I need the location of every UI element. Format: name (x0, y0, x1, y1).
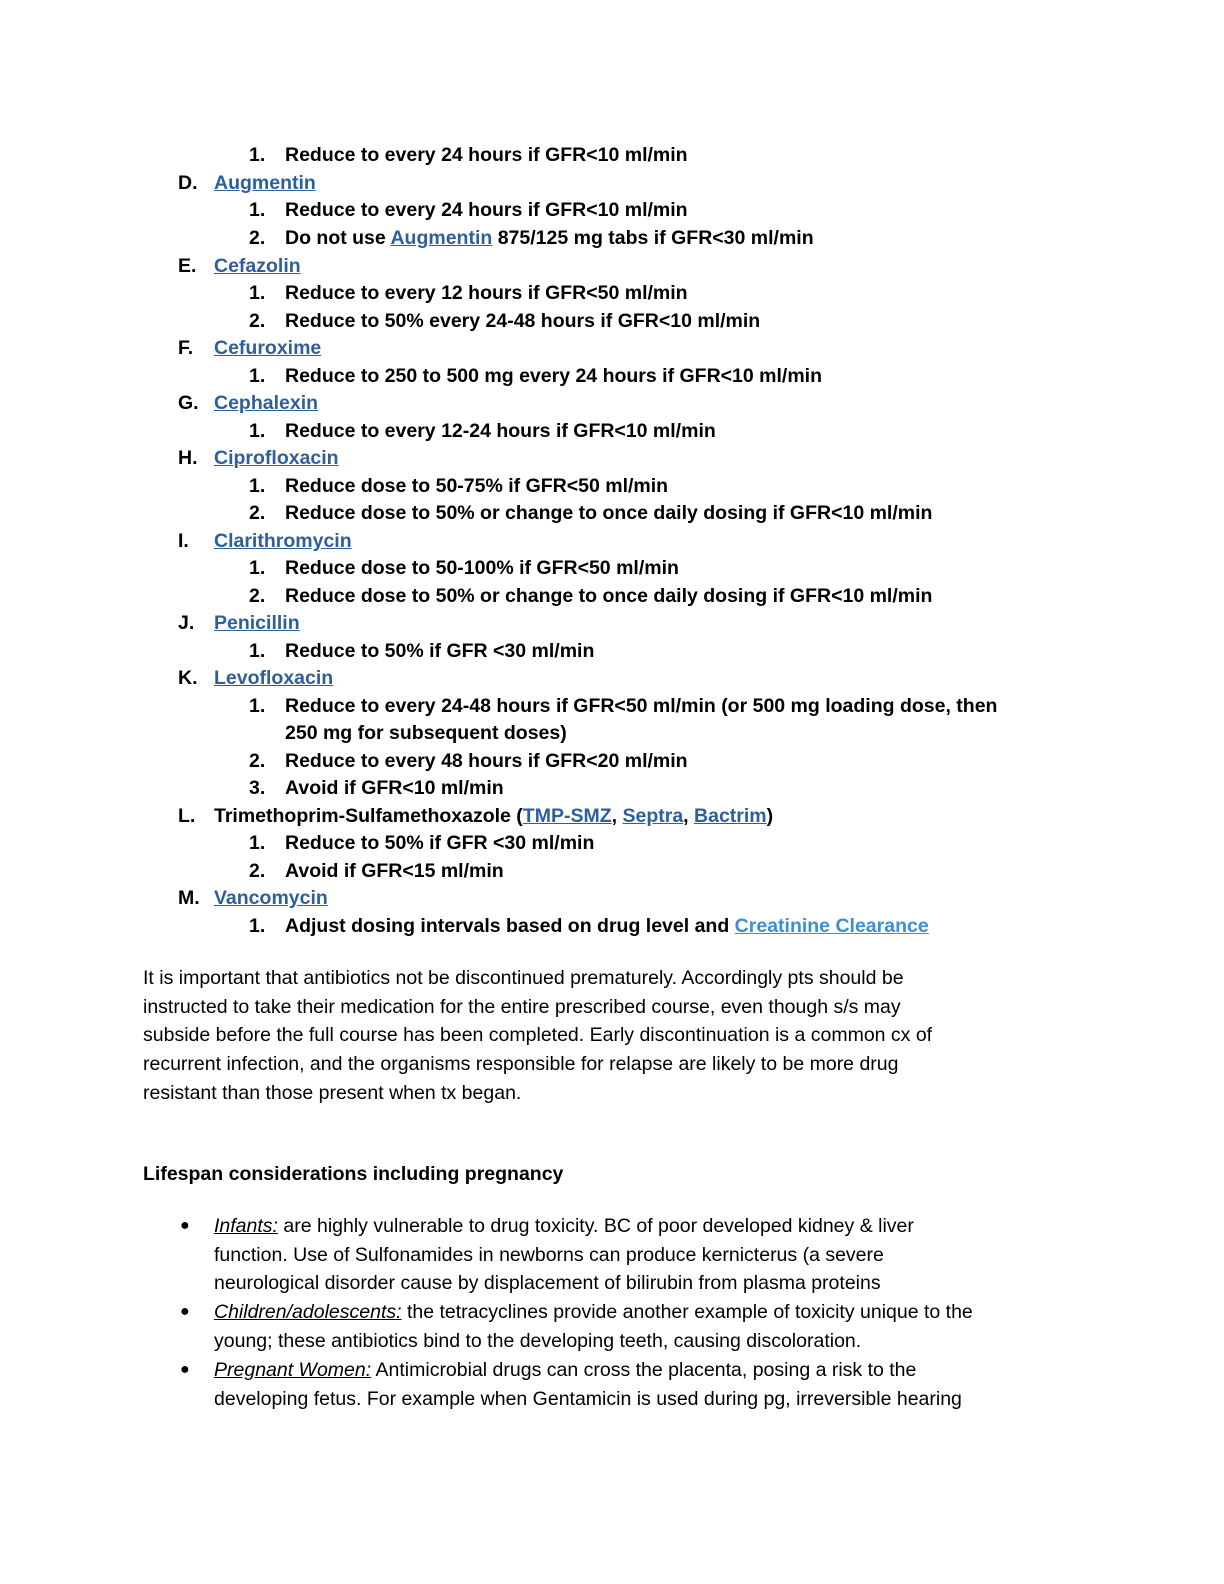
discontinuation-paragraph (143, 964, 1043, 1108)
bullet-line: Pregnant Women: Antimicrobial drugs can cross the placenta, posing a risk to the (214, 1359, 917, 1381)
list-item-text: Reduce to every 24 hours if GFR<10 ml/min (285, 144, 688, 166)
list-marker: 1. (249, 420, 266, 442)
drug-link[interactable]: TMP-SMZ (522, 805, 612, 827)
bullet-dot-icon: ● (180, 1217, 190, 1234)
paragraph-line: resistant than those present when tx began. (143, 1081, 522, 1104)
list-marker: 1. (249, 199, 266, 221)
list-marker: 2. (249, 750, 266, 772)
drug-link[interactable]: Bactrim (694, 805, 767, 827)
list-item-text: Reduce dose to 50% or change to once daily dosing if GFR<10 ml/min (285, 585, 933, 607)
list-marker: L. (178, 805, 196, 827)
list-marker: 1. (249, 832, 266, 854)
list-item-text (214, 252, 301, 280)
list-marker: J. (178, 612, 195, 634)
list-marker: G. (178, 392, 199, 414)
list-marker: 1. (249, 282, 266, 304)
bullet-line: function. Use of Sulfonamides in newborns can produce kernicterus (a severe (214, 1243, 884, 1266)
list-marker: 2. (249, 860, 266, 882)
list-marker: H. (178, 447, 198, 469)
list-item-text: Do not use Augmentin 875/125 mg tabs if GFR<30 ml/min (285, 227, 814, 249)
bullet-line: young; these antibiotics bind to the developing teeth, causing discoloration. (214, 1329, 862, 1352)
list-item-text: 250 mg for subsequent doses) (285, 722, 567, 744)
list-item-text (214, 884, 328, 912)
drug-link[interactable]: Cephalexin (214, 392, 319, 414)
list-marker: K. (178, 667, 198, 689)
paragraph-line: It is important that antibiotics not be discontinued prematurely. Accordingly pts should be (143, 967, 904, 989)
list-marker: 1. (249, 144, 266, 166)
list-item-text: Reduce to every 24 hours if GFR<10 ml/min (285, 199, 688, 221)
list-item-text: Reduce to 250 to 500 mg every 24 hours if GFR<10 ml/min (285, 365, 822, 387)
bullet-term: Children/adolescents: (214, 1301, 402, 1323)
list-marker: 2. (249, 585, 266, 607)
paragraph-line: instructed to take their medication for the entire prescribed course, even though s/s may (143, 995, 901, 1018)
bullet-term: Infants: (214, 1215, 278, 1237)
drug-link[interactable]: Cefazolin (214, 255, 301, 277)
list-marker: D. (178, 172, 198, 194)
bullet-line: neurological disorder cause by displacement of bilirubin from plasma proteins (214, 1272, 881, 1295)
drug-link[interactable]: Cefuroxime (214, 337, 322, 359)
list-item-text: Reduce to 50% every 24-48 hours if GFR<10 ml/min (285, 310, 761, 332)
list-item-text: Avoid if GFR<15 ml/min (285, 860, 504, 882)
list-marker: E. (178, 255, 197, 277)
bullet-dot-icon: ● (180, 1303, 190, 1320)
list-item-text (214, 169, 316, 197)
list-item-text (214, 664, 333, 692)
list-marker: I. (178, 530, 189, 552)
list-item-text: Reduce to every 12-24 hours if GFR<10 ml/min (285, 420, 716, 442)
list-marker: 2. (249, 502, 266, 524)
list-marker: F. (178, 337, 194, 359)
list-item-text (214, 334, 321, 362)
creatinine-clearance-link[interactable]: Creatinine Clearance (734, 915, 929, 937)
list-item-text: Reduce dose to 50-100% if GFR<50 ml/min (285, 557, 679, 579)
list-item-text: Reduce to every 48 hours if GFR<20 ml/min (285, 750, 688, 772)
list-marker: 1. (249, 695, 266, 717)
list-item-text: Reduce dose to 50% or change to once daily dosing if GFR<10 ml/min (285, 502, 933, 524)
list-item-text: Reduce dose to 50-75% if GFR<50 ml/min (285, 475, 669, 497)
list-marker: 1. (249, 557, 266, 579)
bullet-term: Pregnant Women: (214, 1359, 372, 1381)
bullet-line: Children/adolescents: the tetracyclines provide another example of toxicity unique to the (214, 1301, 973, 1323)
drug-link[interactable]: Clarithromycin (214, 530, 352, 552)
list-item-text: Reduce to every 24-48 hours if GFR<50 ml/min (or 500 mg loading dose, then (285, 695, 998, 717)
list-marker: 1. (249, 915, 266, 937)
drug-link[interactable]: Levofloxacin (214, 667, 334, 689)
list-item-text: Reduce to 50% if GFR <30 ml/min (285, 640, 595, 662)
list-item-text (214, 444, 339, 472)
drug-link[interactable]: Vancomycin (214, 887, 328, 909)
drug-link[interactable]: Septra (622, 805, 684, 827)
list-item-text (214, 527, 352, 555)
list-marker: 2. (249, 227, 266, 249)
paragraph-line: recurrent infection, and the organisms responsible for relapse are likely to be more drug (143, 1053, 899, 1076)
list-item-text: Reduce to 50% if GFR <30 ml/min (285, 832, 595, 854)
bullet-line: Infants: are highly vulnerable to drug toxicity. BC of poor developed kidney & liver (214, 1215, 914, 1237)
bullet-line: developing fetus. For example when Gentamicin is used during pg, irreversible hearing (214, 1387, 962, 1410)
list-marker: 1. (249, 365, 266, 387)
bullet-dot-icon: ● (180, 1361, 190, 1378)
drug-link[interactable]: Augmentin (390, 227, 493, 249)
list-marker: 3. (249, 777, 266, 799)
list-marker: 1. (249, 475, 266, 497)
paragraph-line: subside before the full course has been completed. Early discontinuation is a common cx of (143, 1024, 933, 1047)
section-heading: Lifespan considerations including pregnancy (143, 1163, 564, 1185)
drug-link[interactable]: Augmentin (214, 172, 316, 194)
list-marker: M. (178, 887, 200, 909)
list-item-text: Reduce to every 12 hours if GFR<50 ml/min (285, 282, 688, 304)
bullet-item (214, 1356, 962, 1413)
list-item-text (214, 609, 300, 637)
list-marker: 1. (249, 640, 266, 662)
list-item-text (214, 389, 318, 417)
list-marker: 2. (249, 310, 266, 332)
list-item-text: Adjust dosing intervals based on drug level and Creatinine Clearance (285, 915, 929, 937)
bullet-item (214, 1298, 973, 1355)
drug-link[interactable]: Ciprofloxacin (214, 447, 339, 469)
list-item-text: Avoid if GFR<10 ml/min (285, 777, 504, 799)
list-item-text: Trimethoprim-Sulfamethoxazole (TMP-SMZ, Septra, Bactrim) (214, 805, 774, 827)
bullet-item (214, 1212, 914, 1298)
drug-link[interactable]: Penicillin (214, 612, 300, 634)
